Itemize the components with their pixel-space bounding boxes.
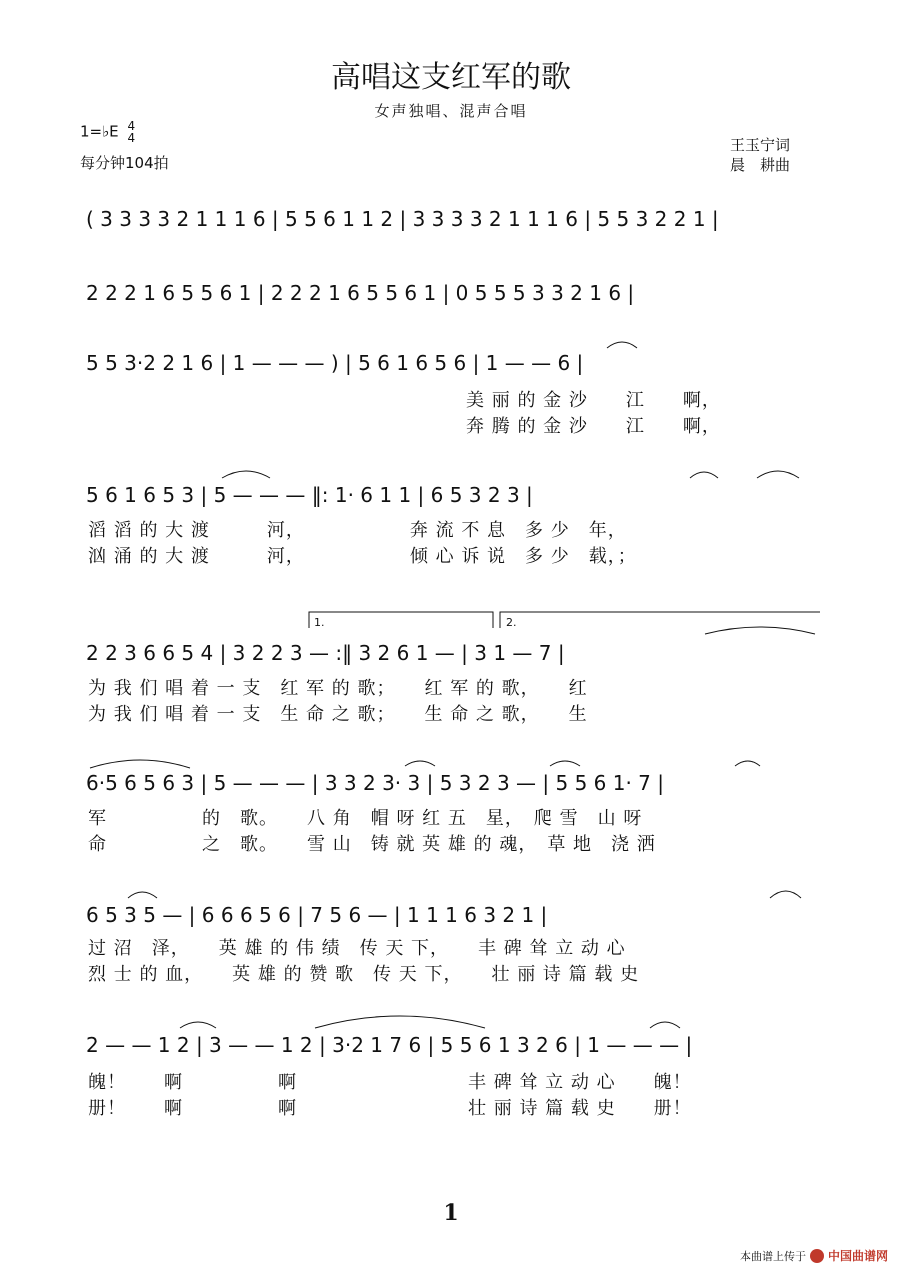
footer-site-name[interactable]: 中国曲谱网 <box>827 1249 888 1263</box>
lyric-row-7-verse-1: 过 沼 泽， 英 雄 的 伟 绩 传 天 下， 丰 碑 耸 立 动 心 <box>88 938 626 959</box>
slur <box>222 471 270 478</box>
slur <box>770 891 801 898</box>
song-title: 高唱这支红军的歌 <box>331 60 571 95</box>
slur <box>180 1022 216 1028</box>
lyric-row-8-verse-1: 魄！ 啊 啊 丰 碑 耸 立 动 心 魄！ <box>88 1072 692 1093</box>
time-top: 4 <box>127 119 136 133</box>
notation-row-3: 5 5 3·2 2 1 6 | 1 — — — ) | 5 6 1 6 5 6 | 1 — — 6 | <box>86 351 584 375</box>
lyric-row-6-verse-2: 命 之 歌。 雪 山 铸 就 英 雄 的 魂， 草 地 浇 洒 <box>88 834 656 855</box>
lyric-row-3-verse-2: 奔 腾 的 金 沙 江 啊， <box>466 416 721 437</box>
slur <box>550 761 580 766</box>
slur <box>315 1016 485 1028</box>
footer-text: 本曲谱上传于 <box>739 1249 806 1263</box>
slur <box>90 760 190 768</box>
key-label: 1=♭E <box>80 122 119 141</box>
lyric-row-4-verse-1: 滔 滔 的 大 渡 河， 奔 流 不 息 多 少 年， <box>88 520 627 541</box>
slur <box>705 627 815 634</box>
slur <box>607 342 637 348</box>
slur <box>735 761 760 766</box>
notation-row-8: 2 — — 1 2 | 3 — — 1 2 | 3·2 1 7 6 | 5 5 6 1 3 2 6 | 1 — — — | <box>86 1033 693 1057</box>
notation-row-7: 6 5 3 5 — | 6 6 6 5 6 | 7 5 6 — | 1 1 1 6 3 2 1 | <box>86 903 548 927</box>
lyric-row-3-verse-1: 美 丽 的 金 沙 江 啊， <box>466 390 721 411</box>
slur <box>405 761 435 766</box>
lyric-row-7-verse-2: 烈 士 的 血， 英 雄 的 赞 歌 传 天 下， 壮 丽 诗 篇 载 史 <box>88 964 640 985</box>
slur <box>690 472 718 478</box>
slur <box>650 1022 680 1028</box>
composer-credit: 晨 耕曲 <box>730 156 791 174</box>
slur <box>128 892 157 898</box>
lyric-row-8-verse-2: 册！ 啊 啊 壮 丽 诗 篇 载 史 册！ <box>88 1098 692 1119</box>
notation-row-5: 2 2 3 6 6 5 4 | 3 2 2 3 — :‖ 3 2 6 1 — | 3 1 — 7 | <box>86 641 565 665</box>
upload-footer <box>740 1247 888 1264</box>
tempo-marking: 每分钟104拍 <box>80 154 169 172</box>
lyric-row-5-verse-1: 为 我 们 唱 着 一 支 红 军 的 歌； 红 军 的 歌， 红 <box>88 678 588 699</box>
volta-2-bracket <box>500 612 820 628</box>
notation-row-4: 5 6 1 6 5 3 | 5 — — — ‖: 1· 6 1 1 | 6 5 3 2 3 | <box>86 483 533 507</box>
notation-row-6: 6·5 6 5 6 3 | 5 — — — | 3 3 2 3· 3 | 5 3 2 3 — | 5 5 6 1· 7 | <box>86 771 664 795</box>
song-subtitle: 女声独唱、混声合唱 <box>374 102 528 120</box>
lyric-row-5-verse-2: 为 我 们 唱 着 一 支 生 命 之 歌； 生 命 之 歌， 生 <box>88 704 588 725</box>
lyric-row-4-verse-2: 汹 涌 的 大 渡 河， 倾 心 诉 说 多 少 载，； <box>88 546 637 567</box>
site-logo-icon <box>810 1249 824 1263</box>
volta-1-bracket <box>309 612 493 628</box>
volta-brackets <box>309 612 820 628</box>
volta-1-label: 1. <box>314 616 325 629</box>
slur <box>757 471 799 478</box>
page-number: 1 <box>443 1200 459 1226</box>
volta-2-label: 2. <box>506 616 517 629</box>
lyric-row-6-verse-1: 军 的 歌。 八 角 帽 呀 红 五 星， 爬 雪 山 呀 <box>88 808 643 829</box>
notation-row-2: 2 2 2 1 6 5 5 6 1 | 2 2 2 1 6 5 5 6 1 | 0 5 5 5 3 3 2 1 6 | <box>86 281 635 305</box>
time-bottom: 4 <box>127 131 136 145</box>
lyricist-credit: 王玉宁词 <box>730 136 791 154</box>
notation-row-1: ( 3 3 3 3 2 1 1 1 6 | 5 5 6 1 1 2 | 3 3 3 3 2 1 1 1 6 | 5 5 3 2 2 1 | <box>86 207 719 231</box>
